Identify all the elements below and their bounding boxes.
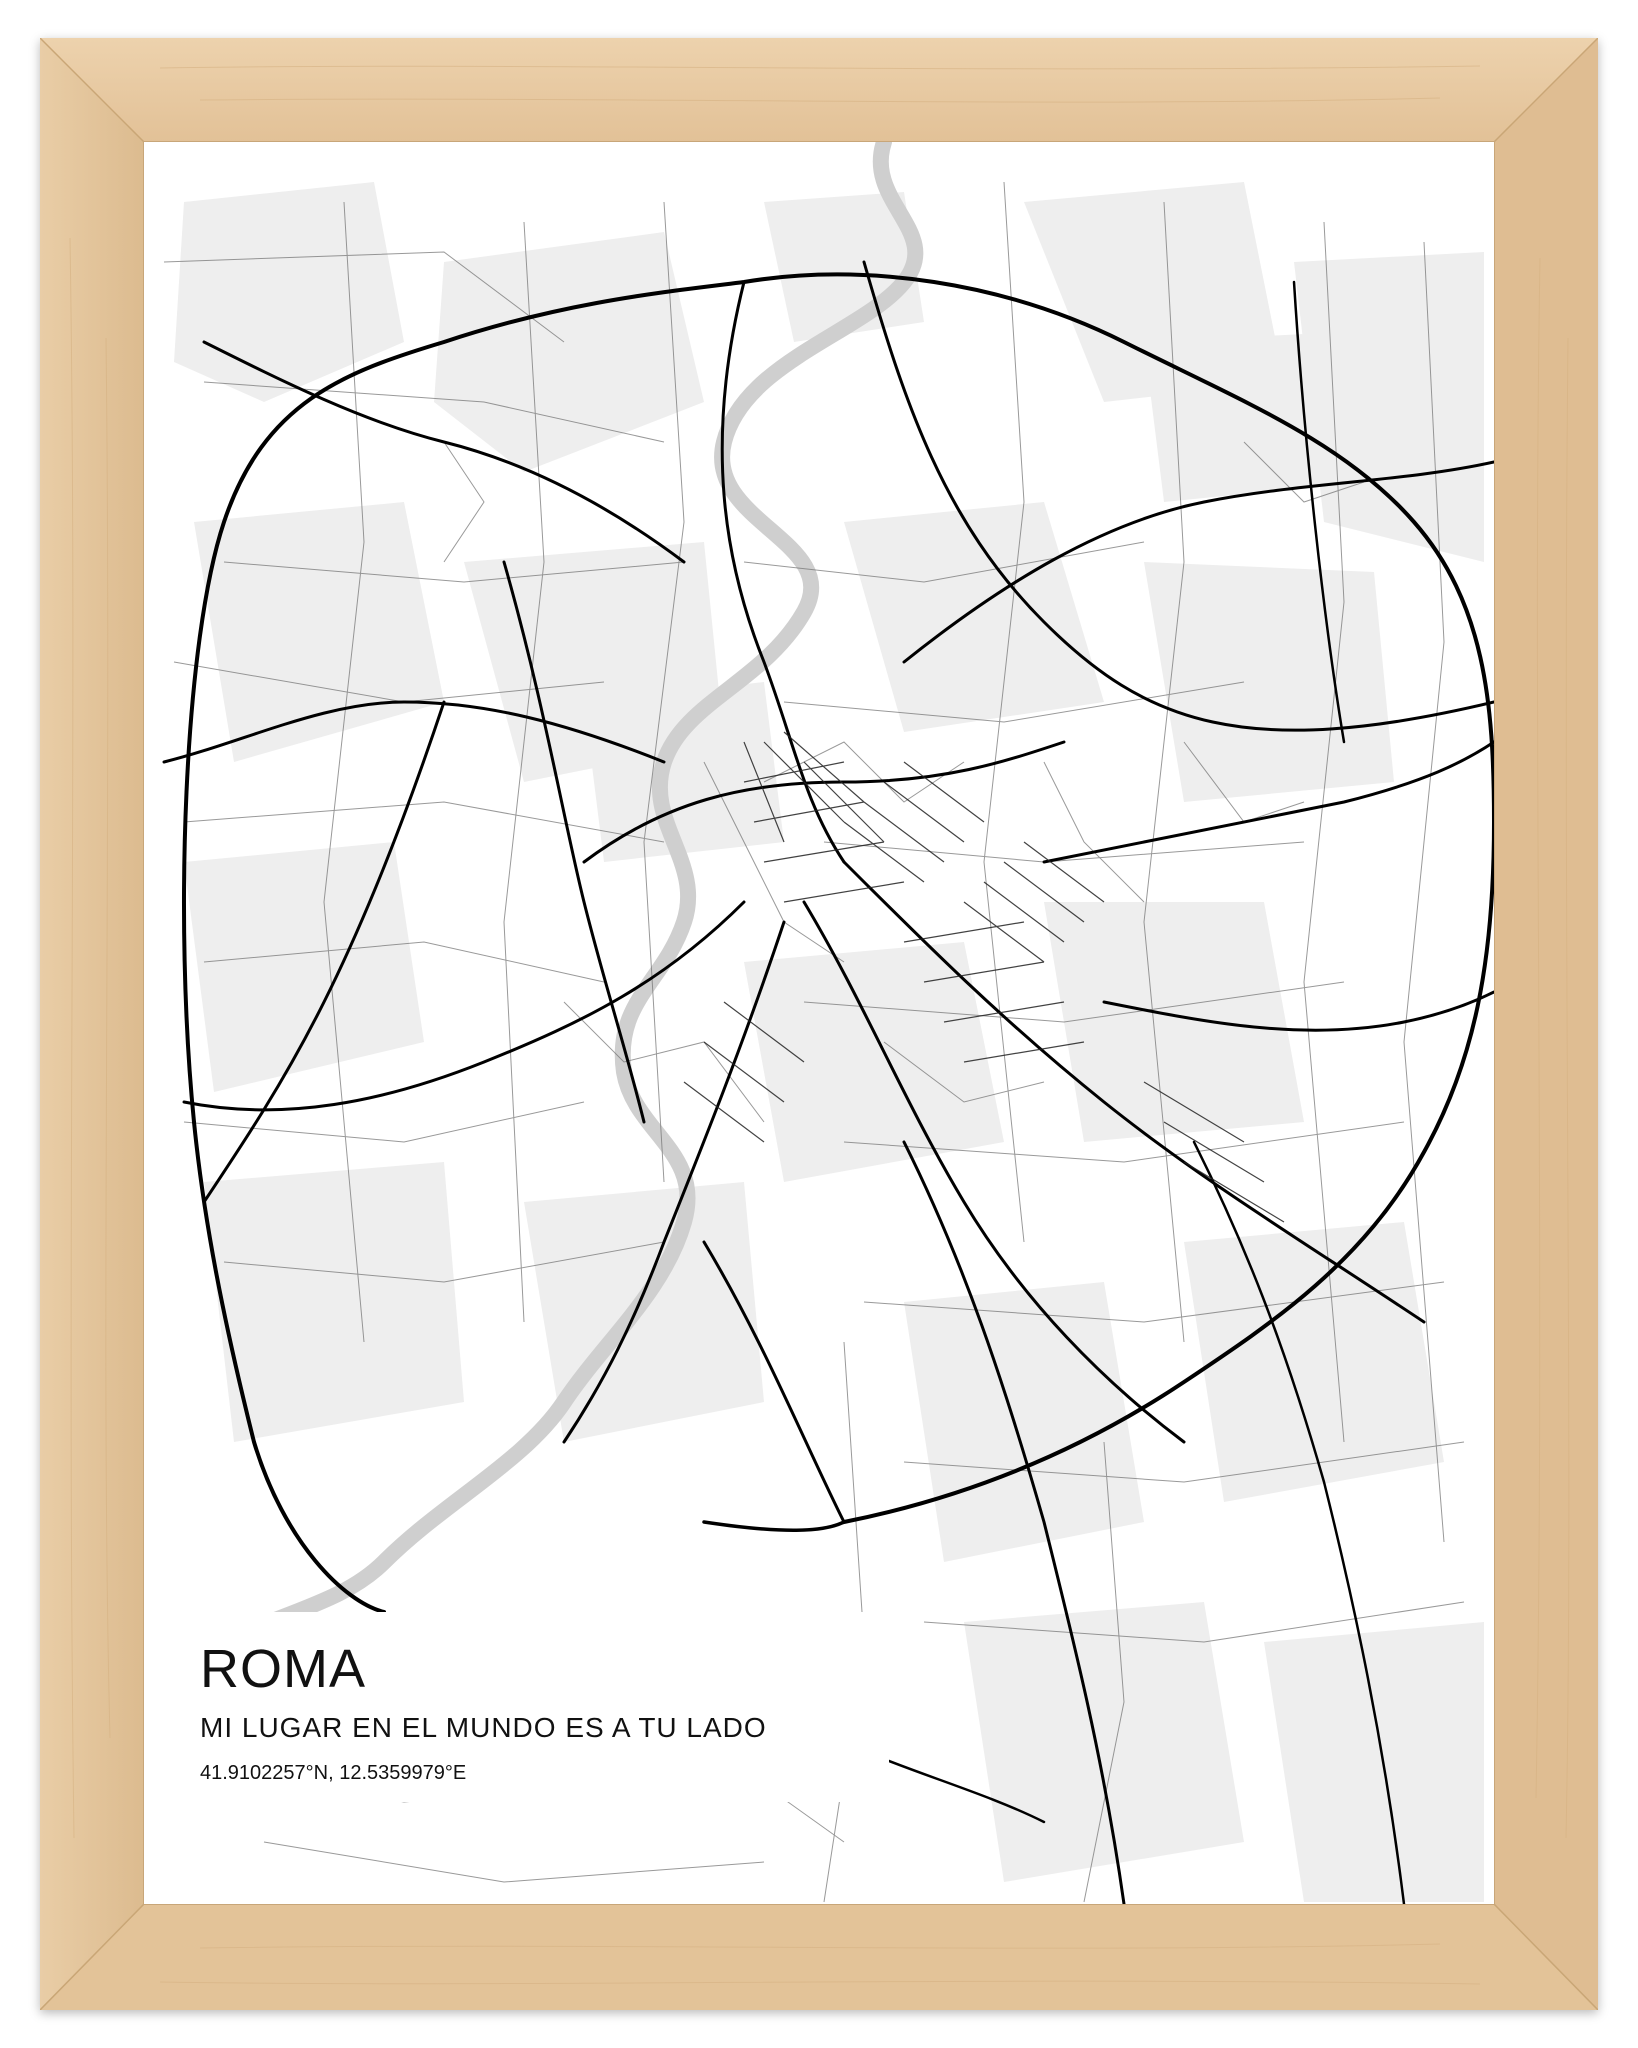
frame-bottom [40,1904,1598,2010]
poster-tagline: MI LUGAR EN EL MUNDO ES A TU LADO [200,1712,767,1743]
frame-left [40,38,144,2010]
city-title: ROMA [200,1639,366,1699]
frame-top [40,38,1598,142]
title-block [144,1612,889,1802]
coordinates-text: 41.9102257°N, 12.5359979°E [200,1762,467,1784]
wood-frame [40,38,1598,2010]
map-poster [144,142,1494,1904]
frame-right [1494,38,1598,2010]
